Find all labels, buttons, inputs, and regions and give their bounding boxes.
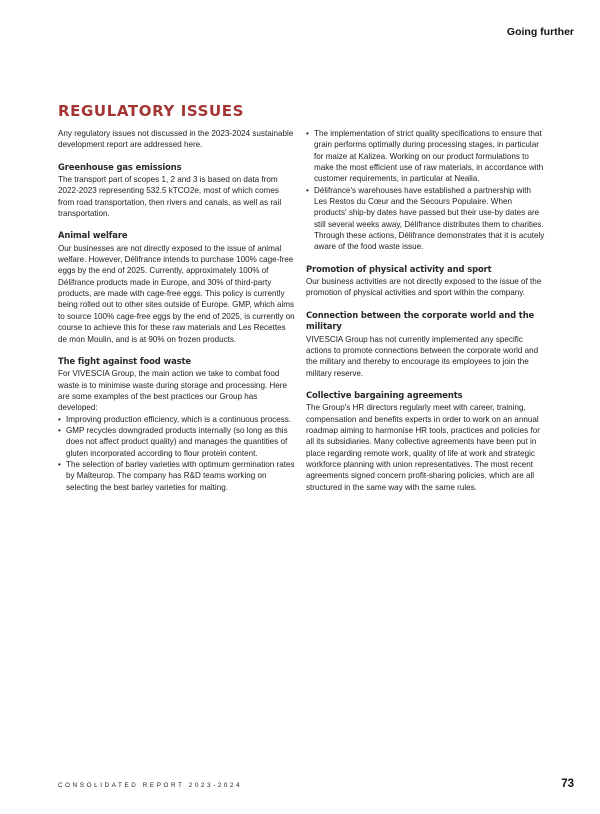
food-waste-list bbox=[58, 414, 296, 493]
bargaining-heading: Collective bargaining agreements bbox=[306, 389, 463, 400]
list-item: • Délifrance's warehouses have established a partnership with Les Restos du Cœur and the Secours Populaire. When products' ship-by dates have passed but their use-by dates are still several weeks away, Délifrance distributes them to charities. Through these actions, Délifrance demonstrates that it is acutely aware of the food waste issue. bbox=[306, 185, 546, 253]
right-column bbox=[306, 128, 546, 504]
running-header: Going further bbox=[506, 26, 574, 38]
military-heading: Connection between the corporate world and the military bbox=[306, 309, 535, 332]
page-number: 73 bbox=[561, 778, 574, 790]
list-item: • The implementation of strict quality specifications to ensure that grain performs optimally during processing stages, in particular for maize at Kalizea. Working on our product formulations to make the most efficient use of raw materials, in accordance with customer requirements, in particular at Nealia. bbox=[306, 128, 546, 185]
food-waste-heading: The fight against food waste bbox=[58, 355, 192, 366]
bargaining-paragraph: The Group's HR directors regularly meet with career, training, compensation and benefits experts in order to work on an annual roadmap aiming to harmonise HR tools, practices and policies for all its subsidiaries. Many collective agreements have been put in place regarding remote work, quality of life at work and strategic workforce planning with union representatives. The most recent agreements signed concern profit-sharing policies, which are all structured in the same way with the same rules. bbox=[306, 403, 540, 492]
food-waste-list-continued bbox=[306, 128, 546, 253]
sport-heading: Promotion of physical activity and sport bbox=[306, 263, 492, 274]
animal-welfare-paragraph: Our businesses are not directly exposed to the issue of animal welfare. However, Délifrance intends to purchase 100% cage-free eggs by the end of 2025. Currently, approximately 100% of Délifrance products made in Europe, and 30% of third-party products, are made with cage-free eggs. This policy is currently being rolled out to other sites outside of Europe. GMP, which aims to source 100% cage-free eggs by the end of 2025, is currently on course to achieve this for these raw materials and Les Recettes de mon Moulin, and is at 90% on frozen products. bbox=[58, 243, 295, 344]
list-item: • Improving production efficiency, which is a continuous process. bbox=[58, 414, 296, 425]
report-label: CONSOLIDATED REPORT 2023-2024 bbox=[58, 782, 243, 789]
food-waste-paragraph: For VIVESCIA Group, the main action we take to combat food waste is to minimise waste during storage and processing. Here are some examples of the best practices our Group has developed: bbox=[58, 369, 287, 413]
intro-paragraph: Any regulatory issues not discussed in the 2023-2024 sustainable development report are addressed here. bbox=[58, 129, 294, 150]
left-column bbox=[58, 128, 296, 504]
list-item: • The selection of barley varieties with optimum germination rates by Malteurop. The company has R&D teams working on selecting the best barley varieties for malting. bbox=[58, 459, 296, 493]
list-item: • GMP recycles downgraded products internally (so long as this does not affect product quality) and manages the quantities of gluten incorporated according to flour protein content. bbox=[58, 425, 296, 459]
military-paragraph: VIVESCIA Group has not currently implemented any specific actions to promote connections between the corporate world and the military and thereby to encourage its employees to join the military reserve. bbox=[306, 334, 539, 378]
page-title: REGULATORY ISSUES bbox=[58, 102, 245, 120]
sport-paragraph: Our business activities are not directly exposed to the issue of the promotion of physical activities and sport within the company. bbox=[306, 277, 542, 298]
ghg-heading: Greenhouse gas emissions bbox=[58, 161, 182, 172]
ghg-paragraph: The transport part of scopes 1, 2 and 3 is based on data from 2022-2023 representing 532.5 kTCO2e, most of which comes from road transportation, then rivers and canals, as well as rail transportation. bbox=[58, 175, 282, 219]
animal-welfare-heading: Animal welfare bbox=[58, 230, 128, 241]
